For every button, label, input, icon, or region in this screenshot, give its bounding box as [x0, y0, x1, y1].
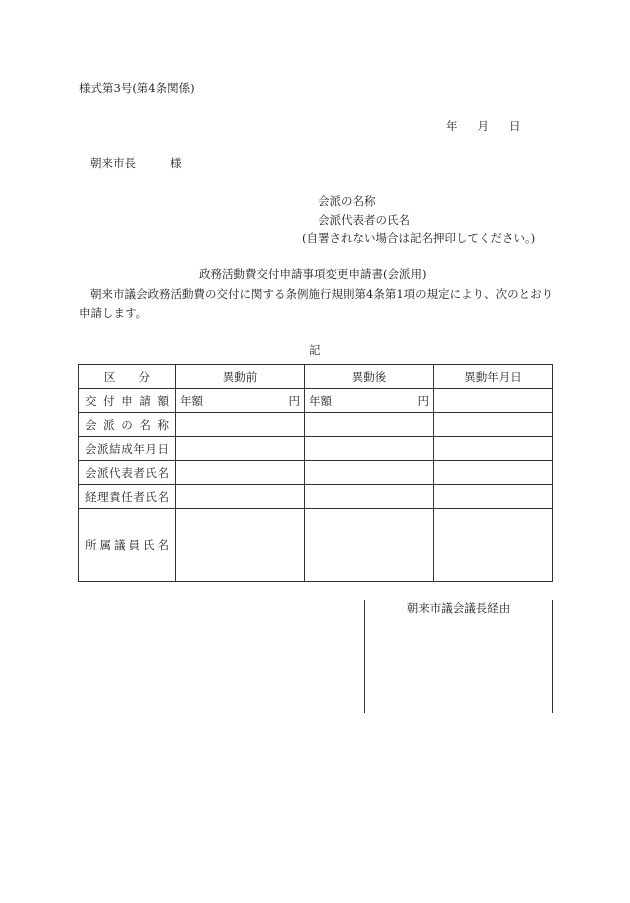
table-row [79, 485, 553, 509]
row-label: 会派結成年月日 [79, 437, 176, 461]
annual-label: 年額 [309, 393, 332, 408]
row-label: 所属議員氏名 [79, 509, 176, 582]
yen-label: 円 [417, 393, 429, 408]
yen-label: 円 [288, 393, 300, 408]
after-cell[interactable] [305, 437, 434, 461]
ki-label: 記 [309, 343, 321, 357]
signature-note: (自署されない場合は記名押印してください。) [302, 231, 536, 245]
before-cell[interactable] [176, 461, 305, 485]
date-month: 月 [477, 119, 489, 133]
representative-name-label: 会派代表者の氏名 [318, 213, 410, 227]
table-row [79, 413, 553, 437]
change-date-cell[interactable] [434, 461, 553, 485]
table-row [79, 461, 553, 485]
table-row [79, 437, 553, 461]
date-line [446, 118, 521, 134]
header-category: 区 分 [79, 365, 176, 389]
change-date-cell[interactable] [434, 389, 553, 413]
row-label: 交付申請額 [79, 389, 176, 413]
before-amount-cell[interactable] [176, 389, 305, 413]
via-box [364, 600, 553, 713]
addressee-honorific: 様 [170, 156, 182, 170]
after-cell[interactable] [305, 485, 434, 509]
change-date-cell[interactable] [434, 485, 553, 509]
header-change-date: 異動年月日 [434, 365, 553, 389]
table-header-row [79, 365, 553, 389]
change-details-table [78, 364, 553, 582]
via-label: 朝来市議会議長経由 [406, 601, 511, 615]
addressee-name: 朝来市長 [90, 156, 136, 170]
header-after: 異動後 [305, 365, 434, 389]
form-number: 様式第3号(第4条関係) [79, 81, 195, 95]
faction-name-label: 会派の名称 [318, 194, 376, 208]
before-cell[interactable] [176, 485, 305, 509]
before-cell[interactable] [176, 509, 305, 582]
body-text: 朝来市議会政務活動費の交付に関する条例施行規則第4条第1項の規定により、次のとおり申請します。 [79, 287, 554, 320]
header-before: 異動前 [176, 365, 305, 389]
date-year: 年 [446, 119, 458, 133]
table-row [79, 509, 553, 582]
after-amount-cell[interactable] [305, 389, 434, 413]
annual-label: 年額 [180, 393, 203, 408]
row-label: 経理責任者氏名 [79, 485, 176, 509]
change-date-cell[interactable] [434, 509, 553, 582]
document-title: 政務活動費交付申請事項変更申請書(会派用) [199, 267, 427, 281]
change-date-cell[interactable] [434, 437, 553, 461]
row-label: 会派代表者氏名 [79, 461, 176, 485]
table-row [79, 389, 553, 413]
after-cell[interactable] [305, 461, 434, 485]
row-label: 会派の名称 [79, 413, 176, 437]
after-cell[interactable] [305, 413, 434, 437]
addressee [90, 155, 182, 171]
after-cell[interactable] [305, 509, 434, 582]
before-cell[interactable] [176, 437, 305, 461]
date-day: 日 [509, 119, 521, 133]
change-date-cell[interactable] [434, 413, 553, 437]
before-cell[interactable] [176, 413, 305, 437]
